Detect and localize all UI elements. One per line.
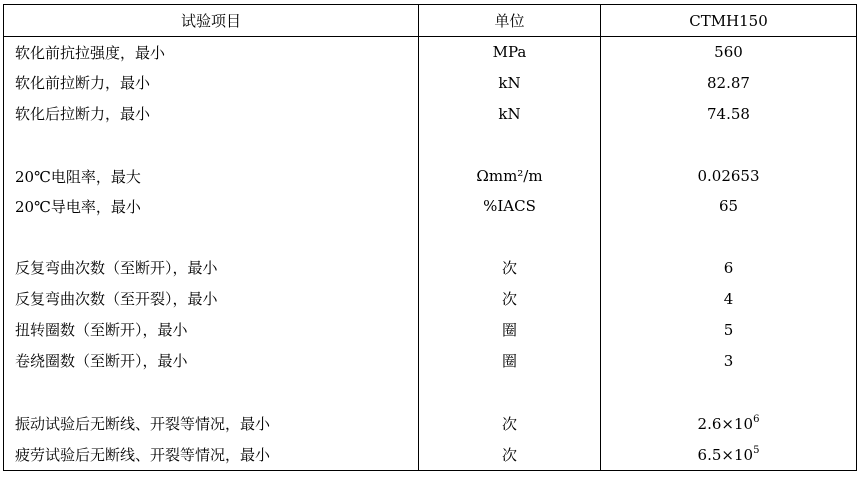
spacer-cell [419, 221, 601, 252]
spacer-cell [601, 129, 857, 161]
row-unit: 次 [419, 408, 601, 439]
spacer-cell [419, 129, 601, 161]
spacer-row [4, 376, 857, 408]
row-unit: Ωmm²/m [419, 161, 601, 191]
table-row [4, 439, 857, 471]
row-unit: %IACS [419, 191, 601, 221]
table-row [4, 67, 857, 98]
row-unit: MPa [419, 37, 601, 68]
row-value: 5 [723, 320, 734, 339]
row-item: 软化后拉断力，最小 [4, 98, 419, 129]
row-value: 560 [714, 43, 743, 61]
row-unit: kN [419, 67, 601, 98]
header-unit: 单位 [419, 5, 601, 37]
row-unit: 次 [419, 439, 601, 471]
row-value: 4 [723, 289, 734, 308]
row-item: 反复弯曲次数（至开裂），最小 [4, 283, 419, 314]
value-exponent: 6 [753, 413, 760, 425]
spacer-cell [4, 376, 419, 408]
row-item: 卷绕圈数（至断开），最小 [4, 345, 419, 376]
row-unit: 圈 [419, 345, 601, 376]
table-row [4, 98, 857, 129]
row-value [601, 439, 857, 471]
row-value: 3 [723, 351, 734, 370]
spacer-cell [601, 221, 857, 252]
row-unit: kN [419, 98, 601, 129]
row-item: 20℃电阻率，最大 [4, 161, 419, 191]
row-item: 疲劳试验后无断线、开裂等情况，最小 [4, 439, 419, 471]
spacer-row [4, 129, 857, 161]
row-value: 0.02653 [697, 167, 760, 185]
row-unit: 圈 [419, 314, 601, 345]
row-value: 6 [723, 258, 734, 277]
row-item: 软化前抗拉强度，最小 [4, 37, 419, 68]
row-item: 反复弯曲次数（至断开），最小 [4, 252, 419, 283]
table-row [4, 314, 857, 345]
spacer-cell [601, 376, 857, 408]
table-row [4, 37, 857, 68]
row-value: 65 [718, 197, 739, 215]
table-row [4, 345, 857, 376]
table-row [4, 161, 857, 191]
row-value: 82.87 [707, 73, 750, 92]
header-item: 试验项目 [4, 5, 419, 37]
row-unit: 次 [419, 283, 601, 314]
row-value: 74.58 [707, 104, 750, 123]
value-exponent: 5 [753, 444, 760, 456]
table-row [4, 191, 857, 221]
value-base: 2.6×10 [697, 414, 754, 433]
spec-table [3, 4, 857, 471]
table-row [4, 252, 857, 283]
spacer-cell [419, 376, 601, 408]
table-row [4, 408, 857, 439]
row-unit: 次 [419, 252, 601, 283]
header-value: CTMH150 [601, 5, 857, 37]
row-item: 20℃导电率，最小 [4, 191, 419, 221]
table-row [4, 283, 857, 314]
row-item: 软化前拉断力，最小 [4, 67, 419, 98]
row-item: 振动试验后无断线、开裂等情况，最小 [4, 408, 419, 439]
spacer-cell [4, 221, 419, 252]
row-item: 扭转圈数（至断开），最小 [4, 314, 419, 345]
spacer-cell [4, 129, 419, 161]
row-value [601, 408, 857, 439]
header-row [4, 5, 857, 37]
value-base: 6.5×10 [697, 445, 754, 464]
spacer-row [4, 221, 857, 252]
